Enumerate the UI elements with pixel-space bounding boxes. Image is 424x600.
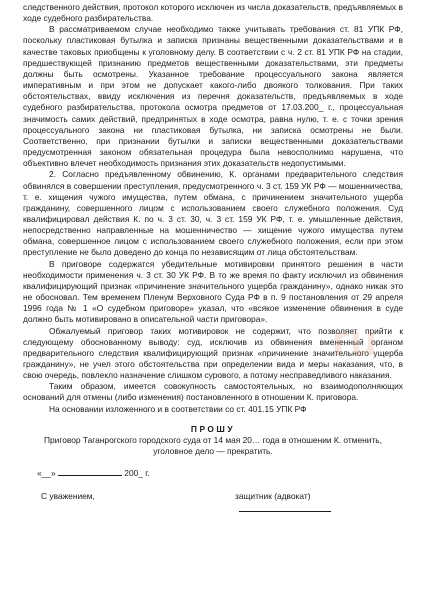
signature-row	[23, 491, 403, 503]
signer-title: защитник (адвокат)	[235, 491, 311, 502]
date-day: «__»	[37, 468, 56, 479]
paragraph-1: следственного действия, протокол которого исключен из числа доказательств, предъявляемых в ходе судебного разбирательства.	[23, 2, 403, 24]
paragraph-3: 2. Согласно предъявленному обвинению, К. органами предварительного следствия обвинялся в совершении преступления, предусмотренного ч. 3 ст. 159 УК РФ — мошенничества, т. е. хищения чужого имущества, путем обмана, с причинением значительного ущерба гражданину, совершенного лицом с использованием своего служебного положения. Суд квалифицировал действия К. по ч. 3 ст. 30, ч. 3 ст. 159 УК РФ, т. е. умышленные действия, непосредственно направленные на мошенничество — хищение чужого имущества путем обмана, совершенное лицом с использованием своего служебного положения, если при этом преступление не было доведено до конца по независящим от лица обстоятельствам.	[23, 169, 403, 258]
paragraph-4: В приговоре содержатся убедительные мотивировки принятого решения в части необходимости применения ч. 3 ст. 30 УК РФ. В то же время по факту исключил из обвинения квалифицирующий признак «причинение значительного ущерба гражданину», однако никак это не обосновал. Тем временем Пленум Верховного Суда РФ в п. 9 постановления от 29 апреля 1996 года № 1 «О судебном приговоре» указал, что «всякое изменение обвинения в суде должно быть мотивировано в описательной части приговора».	[23, 258, 403, 325]
paragraph-2: В рассматриваемом случае необходимо также учитывать требования ст. 81 УПК РФ, поскольку пластиковая бутылка и записка признаны вещественными доказательствами и в качестве таковых приобщены к уголовному делу. В соответствии с ч. 2 ст. 81 УПК РФ на стадии, предшествующей признанию предметов вещественными доказательствами, эти предметы должны быть осмотрены. Указанное требование процессуального закона является императивным и при этом не допускает какого-либо двоякого толкования. При таких обстоятельствах, ввиду исключения из перечня доказательств, предъявляемых в ходе судебного разбирательства, протокола осмотра предметов от 17.03.200_ г., процессуальная значимость самих действий, предпринятых в ходе осмотра, равна нулю, т. е. с точки зрения процессуального закона ни пластиковая бутылка, ни записка осмотрены не были. Соответственно, при признании бутылки и записки вещественными доказательствами предусмотренная законом обязательная процедура была невосполнимо нарушена, что объективно влечет необходимость признания этих доказательств недопустимыми.	[23, 24, 403, 169]
date-line	[23, 467, 403, 479]
paragraph-5: Обжалуемый приговор таких мотивировок не содержит, что позволяет прийти к следующему обоснованному выводу: суд, исключив из обвинения вмененный органом предварительного следствия квалифицирующий признак «причинение значительного ущерба гражданину», не учел этого обстоятельства при определении вида и меры наказания, что, в свою очередь, повлекло назначение слишком сурового, а потому несправедливого наказания.	[23, 325, 403, 381]
paragraph-7: На основании изложенного и в соответствии со ст. 401.15 УПК РФ	[49, 403, 307, 414]
signature-blank	[239, 503, 331, 512]
paragraph-6: Таким образом, имеется совокупность самостоятельных, но взаимодополняющих оснований для отмены (либо изменения) постановленного в отношении К. приговора.	[23, 381, 403, 403]
date-month-blank	[58, 467, 122, 476]
closing-text: С уважением,	[41, 491, 95, 502]
date-year: 200_ г.	[124, 468, 150, 479]
signer-block	[235, 491, 403, 514]
watermark-text: ru	[332, 316, 378, 365]
request-heading: ПРОШУ	[190, 423, 236, 434]
request-text: Приговор Таганрогского городского суда от 14 мая 20… года в отношении К. отменить, уголовное дело — прекратить.	[44, 434, 382, 457]
